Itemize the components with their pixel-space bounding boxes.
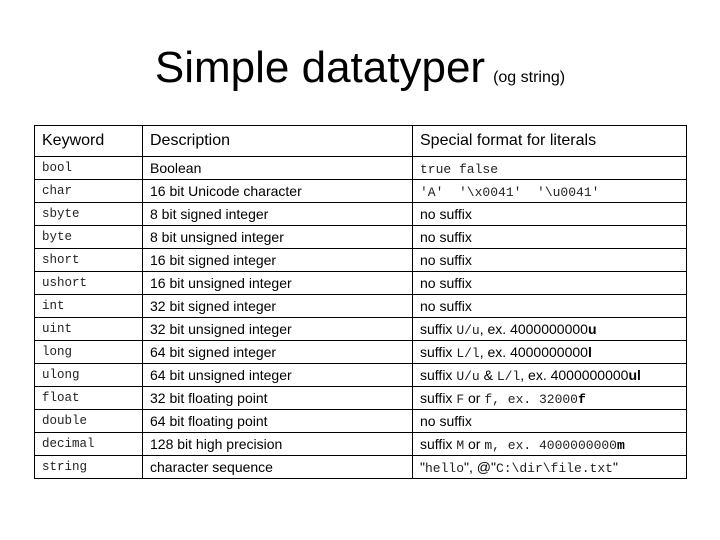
description-cell: 8 bit unsigned integer [143,226,413,249]
format-cell [413,410,687,433]
format-segment: m [616,437,625,453]
description-cell: Boolean [143,157,413,180]
description-cell: 16 bit signed integer [143,249,413,272]
description-cell: 64 bit signed integer [143,341,413,364]
format-segment: " [612,458,618,475]
format-cell [413,433,687,456]
table-row [35,410,687,433]
keyword-cell: decimal [35,433,143,456]
title-main: Simple datatyper [154,43,486,92]
format-cell [413,318,687,341]
keyword-cell: float [35,387,143,410]
header-description: Description [143,126,413,157]
description-cell: character sequence [143,456,413,479]
format-segment: C:\dir\file.txt [495,460,613,476]
table-row [35,341,687,364]
format-segment: f, ex. 32000 [484,391,578,407]
format-cell [413,387,687,410]
keyword-cell: uint [35,318,143,341]
format-segment: L/l [496,368,521,384]
title-subtitle: (og string) [493,69,566,86]
table-row [35,456,687,479]
header-format: Special format for literals [413,126,687,157]
description-cell: 32 bit floating point [143,387,413,410]
format-segment: suffix [420,389,457,406]
table-row [35,203,687,226]
keyword-cell: ushort [35,272,143,295]
keyword-cell: string [35,456,143,479]
format-segment: U/u [456,368,480,384]
format-cell [413,226,687,249]
table-header-row [35,126,687,157]
format-cell [413,157,687,180]
format-segment: U/u [456,322,480,338]
keyword-cell: ulong [35,364,143,387]
keyword-cell: short [35,249,143,272]
format-cell [413,203,687,226]
format-cell [413,456,687,479]
format-cell [413,249,687,272]
format-segment: or [464,389,485,406]
format-segment: or [464,435,485,452]
format-segment: l [587,343,592,360]
description-cell: 32 bit signed integer [143,295,413,318]
format-segment: no suffix [420,252,472,268]
format-segment: ", @" [464,458,496,475]
description-cell: 64 bit floating point [143,410,413,433]
format-segment: no suffix [420,206,472,222]
format-segment: M [456,437,465,453]
format-segment: suffix [420,435,457,452]
keyword-cell: sbyte [35,203,143,226]
format-segment: u [587,320,597,337]
format-cell [413,272,687,295]
format-segment: 'A' '\x0041' '\u0041' [420,184,600,200]
description-cell: 64 bit unsigned integer [143,364,413,387]
keyword-cell: char [35,180,143,203]
format-segment: no suffix [420,298,472,314]
description-cell: 8 bit signed integer [143,203,413,226]
format-segment: m, ex. 4000000000 [484,437,617,453]
description-cell: 32 bit unsigned integer [143,318,413,341]
keyword-cell: long [35,341,143,364]
table-row [35,387,687,410]
table-row [35,180,687,203]
format-segment: suffix [420,343,457,360]
description-cell: 16 bit Unicode character [143,180,413,203]
format-segment: , ex. 4000000000 [479,320,588,337]
format-cell [413,364,687,387]
format-segment: no suffix [420,413,472,429]
description-cell: 16 bit unsigned integer [143,272,413,295]
table-row [35,157,687,180]
keyword-cell: bool [35,157,143,180]
format-segment: no suffix [420,229,472,245]
format-segment: true false [420,161,499,177]
format-cell [413,180,687,203]
table-row [35,433,687,456]
description-cell: 128 bit high precision [143,433,413,456]
keyword-cell: byte [35,226,143,249]
table-row [35,226,687,249]
format-segment: F [456,391,465,407]
format-segment: , ex. 4000000000 [479,343,588,360]
header-keyword: Keyword [35,126,143,157]
table-row [35,318,687,341]
format-segment: suffix [420,366,457,383]
format-segment: f [577,391,586,407]
format-segment: no suffix [420,275,472,291]
format-cell [413,341,687,364]
format-segment: hello [424,460,464,476]
format-segment: ul [628,366,641,383]
format-segment: , ex. 4000000000 [520,366,629,383]
table-row [35,364,687,387]
table-body [35,157,687,479]
keyword-cell: int [35,295,143,318]
format-segment: L/l [456,345,480,361]
keyword-cell: double [35,410,143,433]
format-segment: & [479,366,497,383]
format-segment: " [420,458,425,475]
slide-title [0,38,720,98]
format-cell [413,295,687,318]
format-segment: suffix [420,320,457,337]
table-row [35,249,687,272]
datatype-table [34,125,687,479]
table-row [35,295,687,318]
table-row [35,272,687,295]
